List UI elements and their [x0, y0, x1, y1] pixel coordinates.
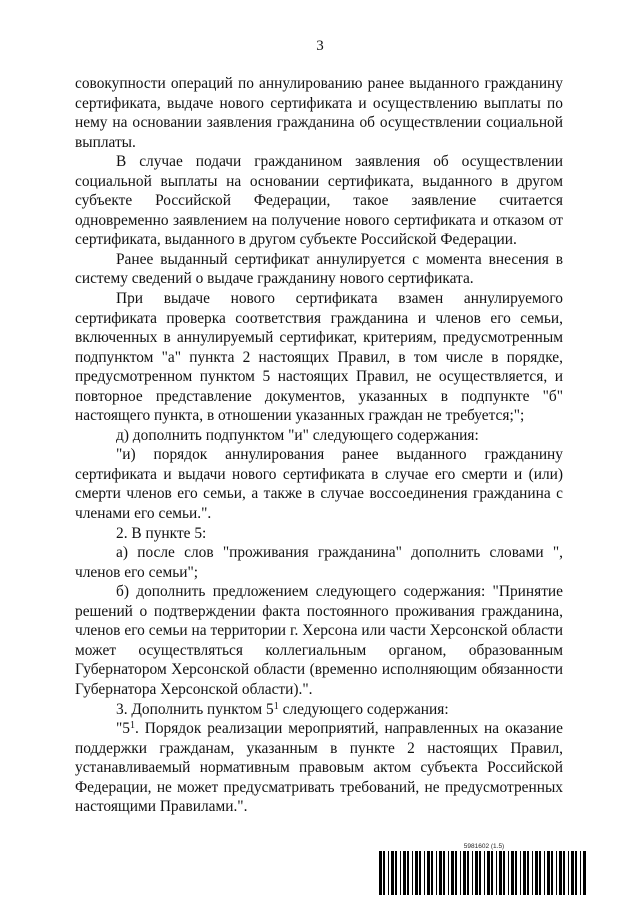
- barcode-image: [379, 851, 589, 895]
- paragraph: а) после слов "проживания гражданина" дополнить словами ", членов его семьи";: [75, 544, 563, 581]
- paragraph: 2. В пункте 5:: [116, 524, 207, 542]
- paragraph-item-3-quote: [75, 719, 563, 817]
- paragraph: В случае подачи гражданином заявления об осуществлении социальной выплаты на основании сертификата, выданного в другом субъекте Российской Федерации, такое заявление считается одновременно заявлением на получение нового сертификата и отказом от сертификата, выданного в другом субъекте Российской Федерации.: [75, 153, 563, 249]
- quote-text: . Порядок реализации мероприятий, направленных на оказание поддержки гражданам, указанным в пункте 2 настоящих Правил, устанавливаемый нормативным правовым актом субъекта Российской Федерации, не может предусматривать требований, не предусмотренных настоящими Правилами.".: [75, 720, 563, 816]
- paragraph: д) дополнить подпунктом "и" следующего содержания:: [116, 426, 479, 444]
- paragraph: При выдаче нового сертификата взамен аннулируемого сертификата проверка соответствия гражданина и членов его семьи, включенных в аннулируемый сертификат, критериям, предусмотренным подпунктом "а" пункта 2 настоящих Правил, в том числе в порядке, предусмотренном пунктом 5 настоящих Правил, не осуществляется, и повторное представление документов, указанных в подпункте "б" настоящего пункта, в отношении указанных граждан не требуется;";: [75, 290, 563, 425]
- item3-before: 3. Дополнить пунктом 5: [116, 700, 274, 718]
- paragraph-item-3: [75, 700, 563, 720]
- paragraph: совокупности операций по аннулированию ранее выданного гражданину сертификата, выдаче нового сертификата и осуществлению выплаты по нему на основании заявления гражданина об осуществлении социальной выплаты.: [75, 75, 563, 151]
- item3-after: следующего содержания:: [278, 700, 449, 718]
- quote-open: "5: [116, 720, 130, 738]
- barcode-block: [379, 842, 589, 895]
- paragraph: б) дополнить предложением следующего содержания: "Принятие решений о подтверждении факта постоянного проживания гражданина, членов его семьи на территории г. Херсона или части Херсонской области может осуществляться коллегиальным органом, образованным Губернатором Херсонской области (временно исполняющим обязанности Губернатора Херсонской области).".: [75, 583, 563, 698]
- paragraph: "и) порядок аннулирования ранее выданного гражданину сертификата и выдачи нового сертификата в случае его смерти и (или) смерти членов его семьи, а также в случае воссоединения гражданина с членами его семьи.".: [75, 446, 563, 523]
- page-number: 3: [316, 38, 324, 54]
- quote-sup: 1: [129, 720, 135, 732]
- paragraph: Ранее выданный сертификат аннулируется с момента внесения в систему сведений о выдаче гражданину нового сертификата.: [75, 250, 563, 288]
- document-body: [75, 74, 563, 817]
- barcode-code: 5981602 (1.5): [463, 843, 505, 850]
- item3-sup: 1: [273, 700, 279, 712]
